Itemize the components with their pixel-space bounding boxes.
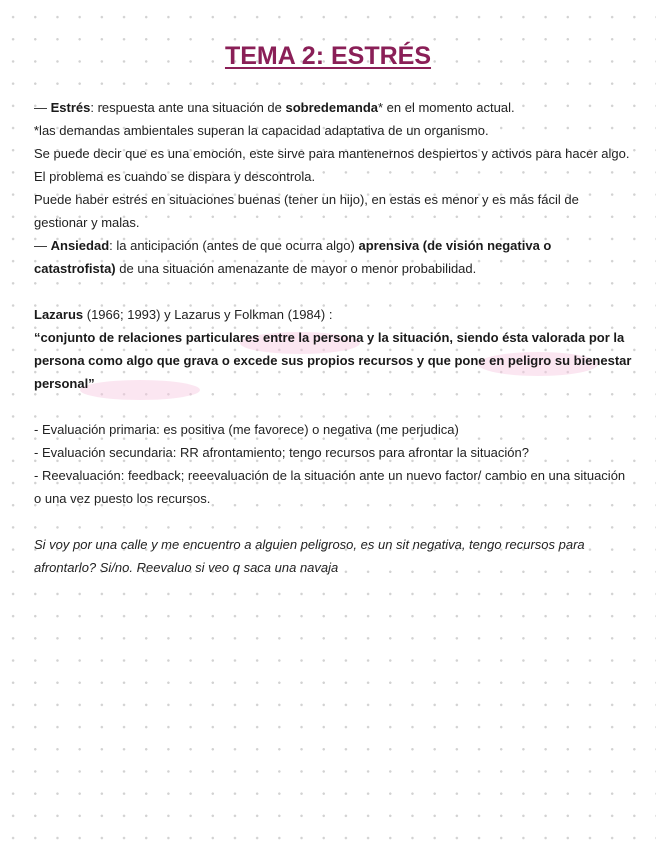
ansiedad-definition [34,234,634,280]
footnote: *las demandas ambientales superan la capacidad adaptativa de un organismo. [34,123,489,138]
definition-text: * en el momento actual. [378,100,515,115]
definition-text: : la anticipación (antes de que ocurra algo) [109,238,359,253]
dash: — [34,238,51,253]
definition-text: : respuesta ante una situación de [90,100,286,115]
note-body [34,96,634,579]
evaluation-item: - Reevaluación: feedback; reeevaluación de la situación ante un nuevo factor/ cambio en una situación o una vez puesto los recursos. [34,468,626,506]
citation-text: (1966; 1993) y Lazarus y Folkman (1984) : [83,307,333,322]
page-title: TEMA 2: ESTRÉS [224,42,432,70]
spacer [34,510,634,533]
estres-definition [34,96,634,119]
evaluation-item: - Evaluación primaria: es positiva (me favorece) o negativa (me perjudica) [34,422,459,437]
definition-text: de una situación amenazante de mayor o menor probabilidad. [115,261,477,276]
lazarus-reference [34,303,634,326]
lazarus-quote: “conjunto de relaciones particulares entre la persona y la situación, siendo ésta valorada por la persona como algo que grava o excede sus propios recursos y que pone en peligro su bienestar personal” [34,330,632,391]
spacer [34,280,634,303]
term-estres: Estrés [50,100,91,115]
paragraph-situaciones-buenas: Puede haber estrés en situaciones buenas (tener un hijo), en estas es menor y es más fácil de gestionar y malas. [34,192,579,230]
author-name: Lazarus [34,307,84,322]
example-paragraph: Si voy por una calle y me encuentro a alguien peligroso, es un sit negativa, tengo recursos para afrontarlo? Si/no. Reevaluo si veo q saca una navaja [34,537,585,575]
term-sobredemanda: sobredemanda [285,100,378,115]
term-aprensiva: aprensiva (de visión negativa o catastrofista) [34,238,552,276]
dash: — [34,100,51,115]
term-ansiedad: Ansiedad [50,238,110,253]
spacer [34,395,634,418]
evaluation-item: - Evaluación secundaria: RR afrontamiento; tengo recursos para afrontar la situación? [34,445,529,460]
paragraph-emocion: Se puede decir que es una emoción, este sirve para mantenernos despiertos y activos para hacer algo. El problema es cuando se dispara y descontrola. [34,146,630,184]
